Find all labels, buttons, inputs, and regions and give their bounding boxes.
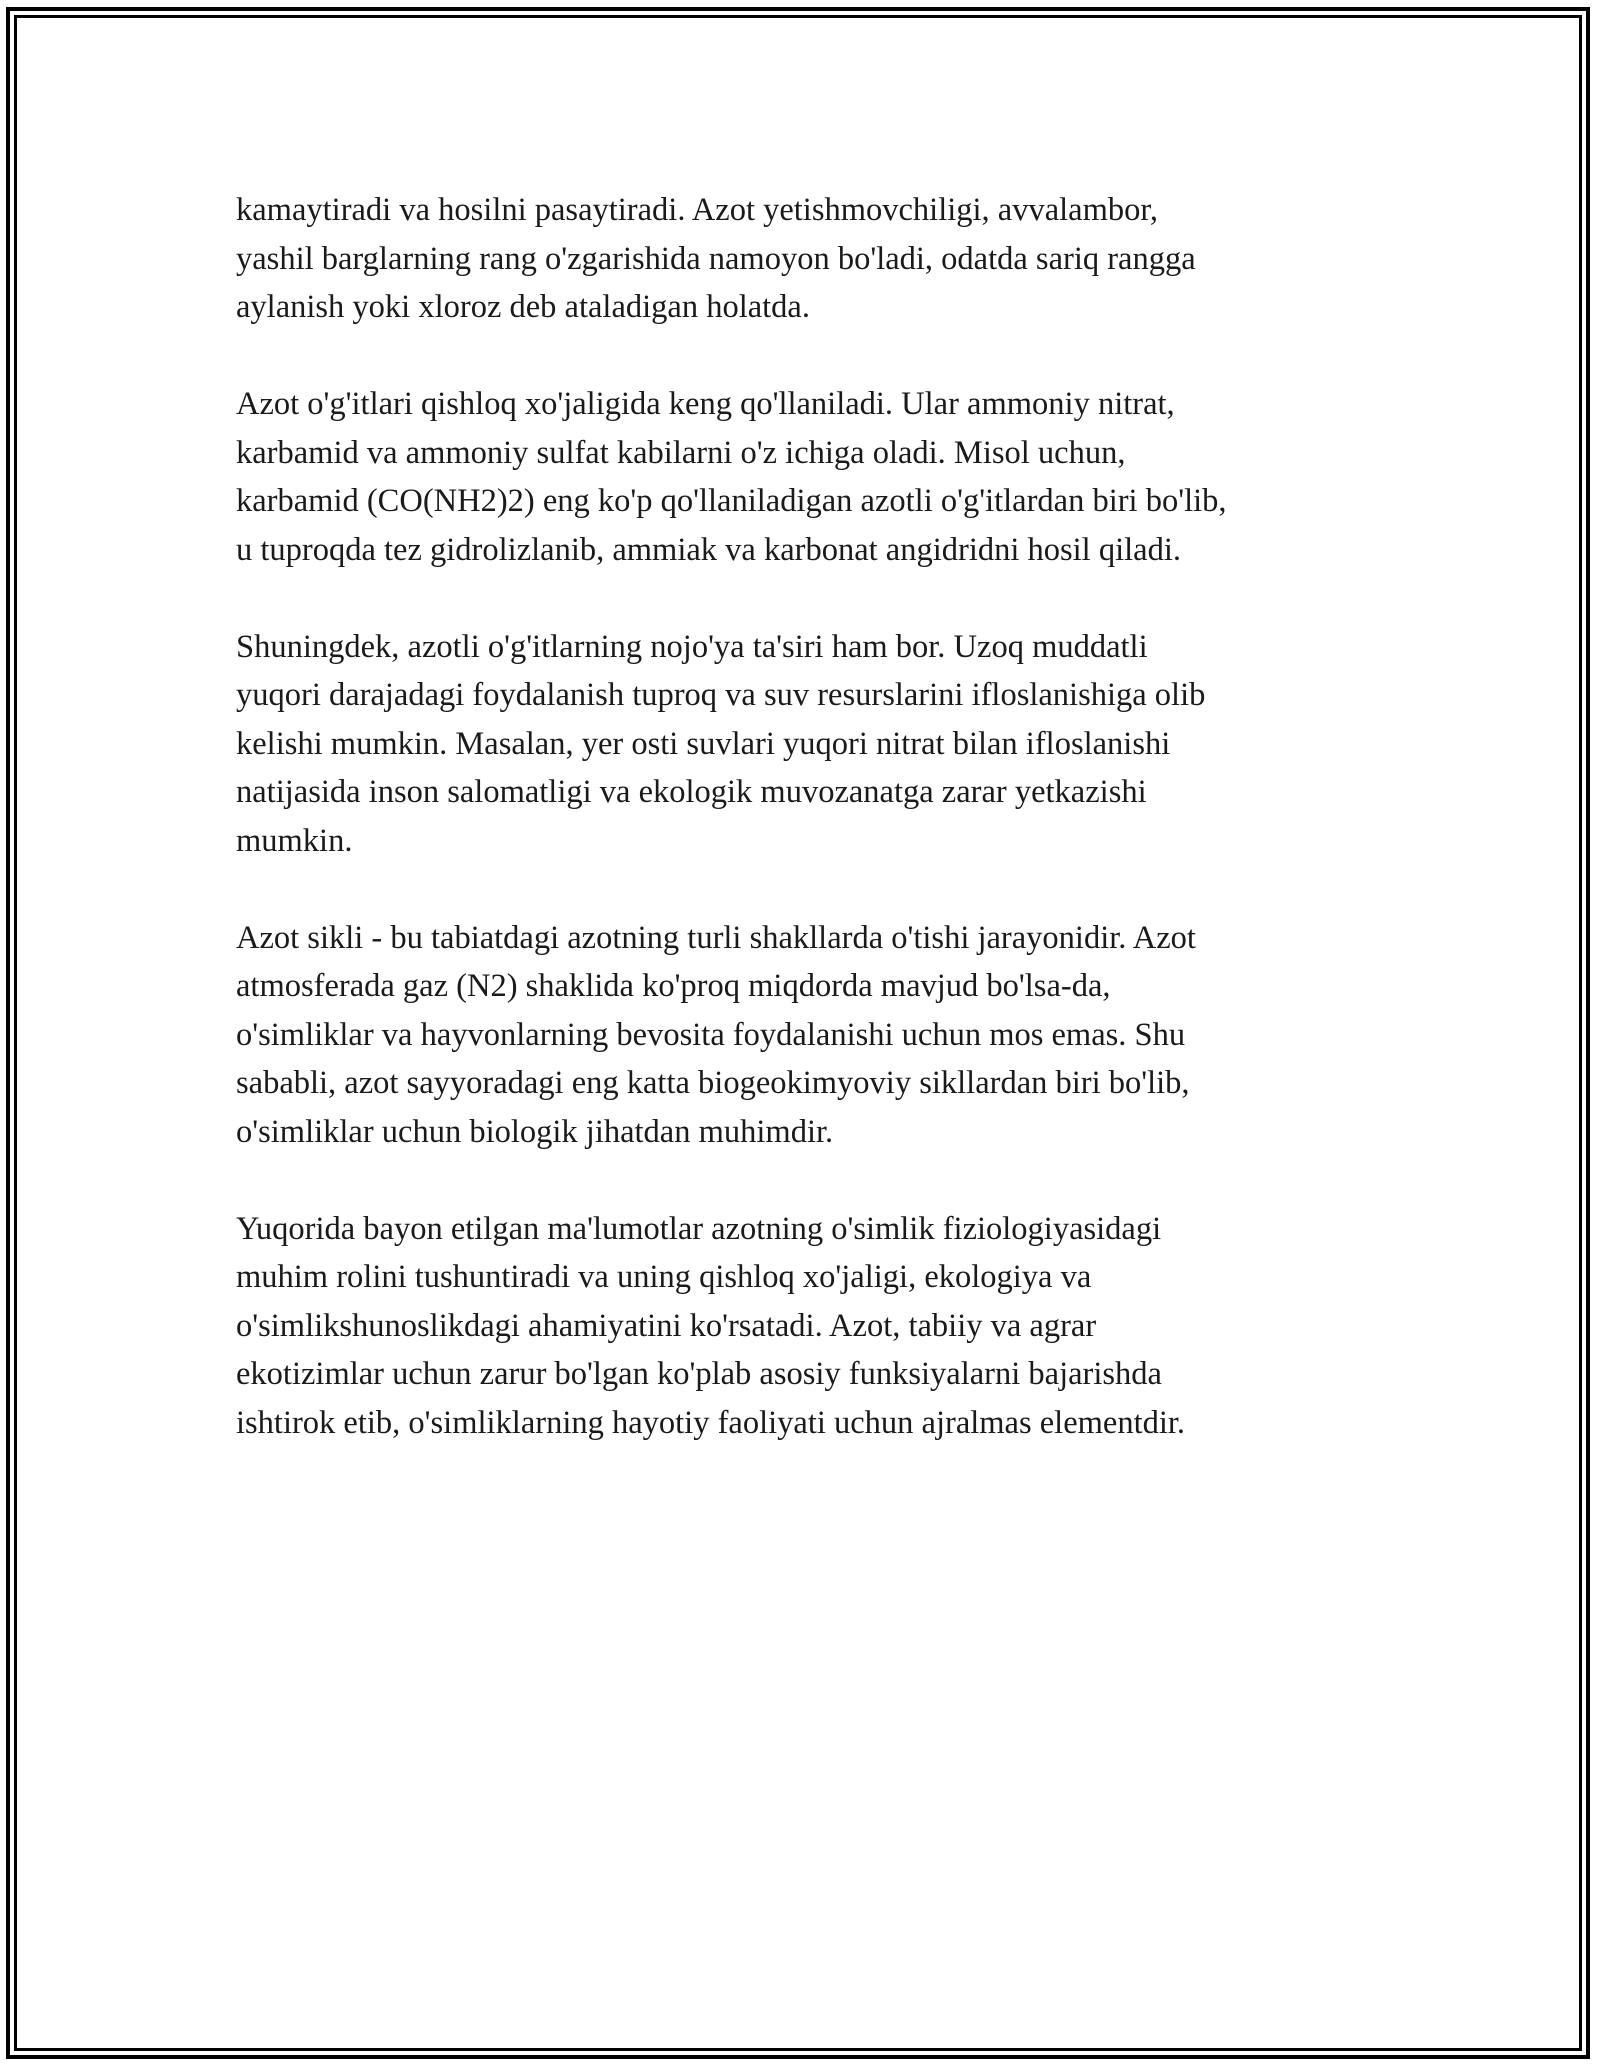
paragraph-nojoya-tasiri [236, 623, 1416, 866]
text-line: ekotizimlar uchun zarur bo'lgan ko'plab asosiy funksiyalarni bajarishda [236, 1356, 1162, 1392]
text-line: u tuproqda tez gidrolizlanib, ammiak va karbonat angidridni hosil qiladi. [236, 531, 1181, 568]
document-body [236, 186, 1416, 1496]
text-line: sababli, azot sayyoradagi eng katta biogeokimyoviy sikllardan biri bo'lib, [236, 1065, 1190, 1101]
paragraph-azot-yetishmovchiligi [236, 186, 1416, 332]
paragraph-azot-ogitlari [236, 380, 1416, 574]
text-line: karbamid va ammoniy sulfat kabilarni o'z ichiga oladi. Misol uchun, [236, 434, 1126, 471]
text-line: mumkin. [236, 822, 353, 859]
text-line: aylanish yoki xloroz deb ataladigan holatda. [236, 289, 810, 325]
paragraph-azot-sikli [236, 914, 1416, 1157]
text-line: yuqori darajadagi foydalanish tuproq va suv resurslarini ifloslanishiga olib [236, 677, 1206, 713]
text-line: o'simliklar uchun biologik jihatdan muhimdir. [236, 1113, 834, 1150]
text-line: Azot o'g'itlari qishloq xo'jaligida keng qo'llaniladi. Ular ammoniy nitrat, [236, 386, 1175, 422]
text-line: Shuningdek, azotli o'g'itlarning nojo'ya ta'siri ham bor. Uzoq muddatli [236, 628, 1148, 665]
text-line: Yuqorida bayon etilgan ma'lumotlar azotning o'simlik fiziologiyasidagi [236, 1210, 1162, 1247]
text-line: natijasida inson salomatligi va ekologik muvozanatga zarar yetkazishi [236, 774, 1147, 810]
text-line: muhim rolini tushuntiradi va uning qishloq xo'jaligi, ekologiya va [236, 1259, 1092, 1295]
text-line: o'simliklar va hayvonlarning bevosita foydalanishi uchun mos emas. Shu [236, 1016, 1186, 1053]
text-line: karbamid (CO(NH2)2) eng ko'p qo'llaniladigan azotli o'g'itlardan biri bo'lib, [236, 483, 1227, 519]
text-line: atmosferada gaz (N2) shaklida ko'proq miqdorda mavjud bo'lsa-da, [236, 968, 1111, 1004]
text-line: Azot sikli - bu tabiatdagi azotning turli shakllarda o'tishi jarayonidir. Azot [236, 919, 1196, 956]
text-line: ishtirok etib, o'simliklarning hayotiy faoliyati uchun ajralmas elementdir. [236, 1404, 1186, 1441]
text-line: yashil barglarning rang o'zgarishida namoyon bo'ladi, odatda sariq rangga [236, 240, 1196, 277]
text-line: kamaytiradi va hosilni pasaytiradi. Azot yetishmovchiligi, avvalambor, [236, 192, 1159, 228]
text-line: o'simlikshunoslikdagi ahamiyatini ko'rsatadi. Azot, tabiiy va agrar [236, 1307, 1097, 1344]
text-line: kelishi mumkin. Masalan, yer osti suvlari yuqori nitrat bilan ifloslanishi [236, 725, 1171, 762]
paragraph-xulosa [236, 1205, 1416, 1448]
